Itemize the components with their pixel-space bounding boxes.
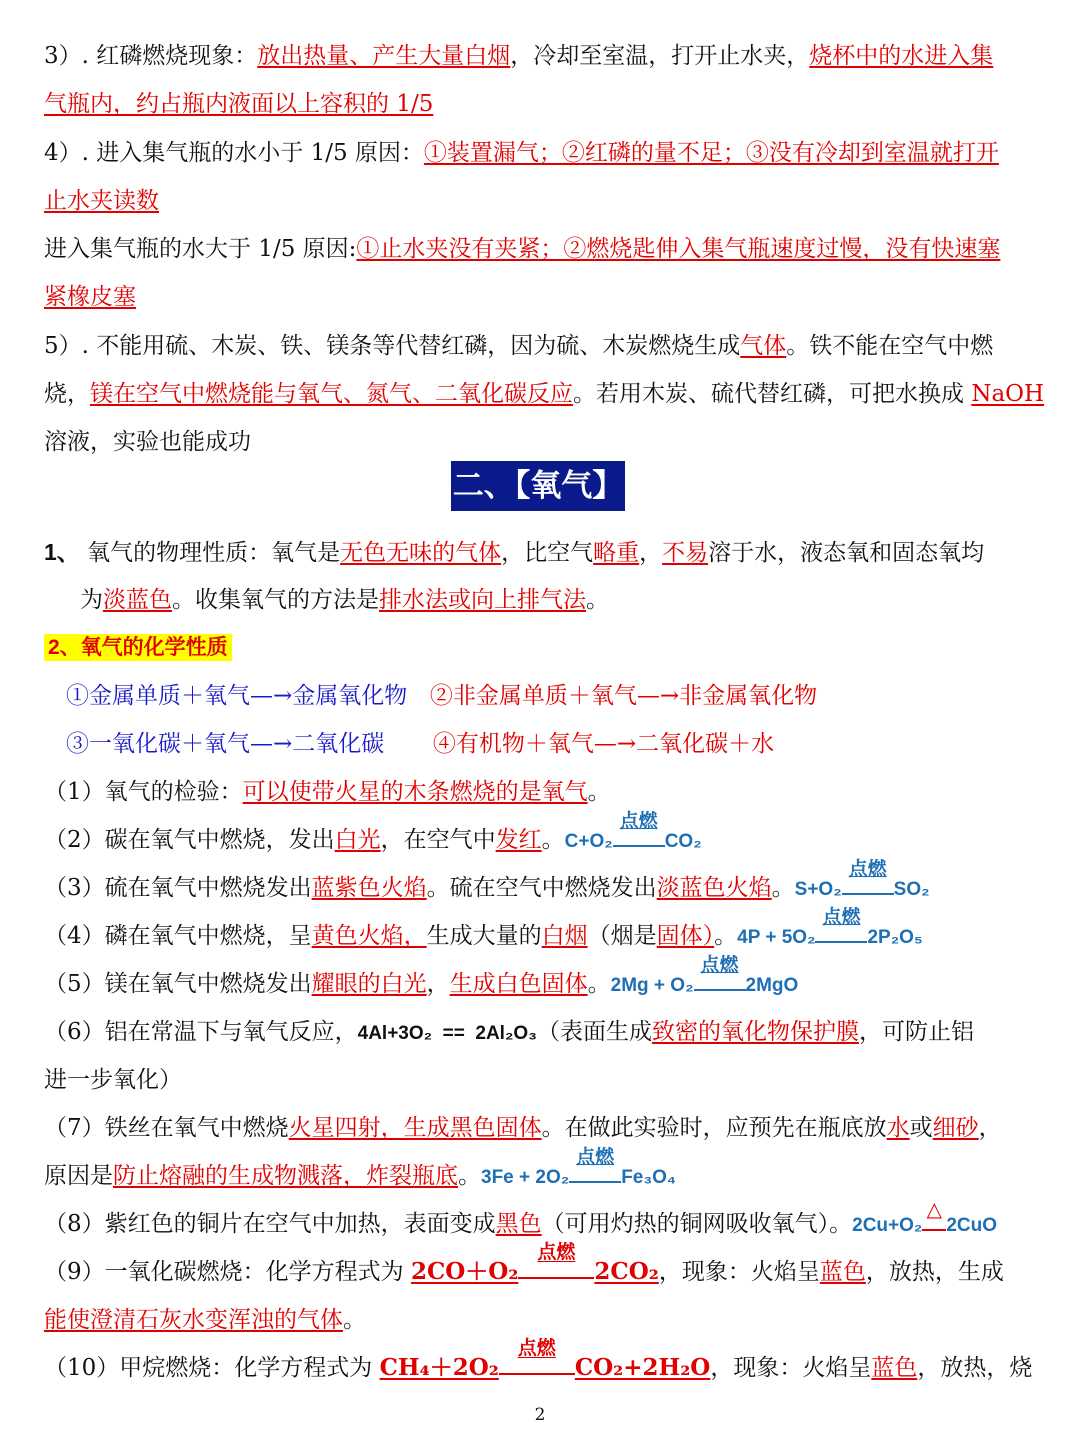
answer-text: 细砂 bbox=[932, 1115, 979, 1141]
text: 。硫在空气中燃烧发出 bbox=[426, 875, 657, 901]
text: 。 bbox=[586, 587, 609, 613]
equation bbox=[564, 811, 702, 852]
answer-text: 黄色火焰， bbox=[311, 923, 427, 949]
para-4-line-4 bbox=[44, 282, 136, 312]
text: 溶于水，液态氧和固态氧均 bbox=[708, 540, 985, 566]
text: 。 bbox=[714, 923, 738, 949]
text: 3）. 红磷燃烧现象： bbox=[44, 43, 258, 69]
condition-arrow bbox=[518, 1241, 594, 1287]
text: （烟是 bbox=[587, 923, 657, 949]
item-number: 1、 bbox=[44, 539, 80, 565]
text: （10）甲烷燃烧：化学方程式为 bbox=[44, 1355, 380, 1381]
answer-text: 无色无味的气体 bbox=[340, 540, 502, 566]
products: SO₂ bbox=[893, 879, 930, 900]
products: 2P₂O₅ bbox=[867, 927, 923, 948]
text: （4）磷在氧气中燃烧，呈 bbox=[44, 923, 312, 949]
item-6-line-2 bbox=[44, 1065, 182, 1095]
para-4-line-3 bbox=[44, 234, 1000, 264]
text: 为 bbox=[80, 587, 103, 613]
answer-text: 蓝色 bbox=[871, 1355, 918, 1381]
equation bbox=[794, 859, 930, 900]
text: 氧气的物理性质：氧气是 bbox=[79, 540, 341, 566]
page-number: 2 bbox=[534, 1405, 546, 1425]
answer-text: 气瓶内，约占瓶内液面以上容积的 1/5 bbox=[44, 91, 434, 117]
text: 。 bbox=[587, 779, 611, 805]
text: ，放热，生成 bbox=[865, 1259, 1004, 1285]
answer-text: 白光 bbox=[334, 827, 381, 853]
rules-line-1 bbox=[66, 681, 817, 711]
condition-label: 点燃 bbox=[848, 859, 887, 880]
answer-text: ①止水夹没有夹紧；②燃烧匙伸入集气瓶速度过慢，没有快速塞 bbox=[356, 236, 1001, 262]
answer-text: 不易 bbox=[662, 540, 709, 566]
products: 2CO₂ bbox=[594, 1258, 659, 1285]
answer-text: 略重 bbox=[593, 540, 640, 566]
text: ，冷却至室温，打开止水夹， bbox=[510, 43, 810, 69]
text: ，在空气中 bbox=[380, 827, 496, 853]
equation bbox=[410, 1241, 659, 1285]
reactants: CH₄＋2O₂ bbox=[379, 1354, 499, 1381]
para-5-line-1 bbox=[44, 331, 993, 361]
condition-label: 点燃 bbox=[700, 955, 739, 976]
text: （2）碳在氧气中燃烧，发出 bbox=[44, 827, 335, 853]
item-4 bbox=[44, 907, 923, 953]
text: ， bbox=[639, 540, 663, 566]
text: 进入集气瓶的水大于 1/5 原因: bbox=[44, 236, 357, 262]
answer-text: 放出热量、产生大量白烟 bbox=[257, 43, 511, 69]
answer-text: 蓝紫色火焰 bbox=[311, 875, 427, 901]
answer-text: 致密的氧化物保护膜 bbox=[651, 1019, 859, 1045]
item-7-line-1 bbox=[44, 1113, 1002, 1143]
text: 。 bbox=[458, 1163, 481, 1189]
condition-label: 点燃 bbox=[822, 907, 861, 928]
answer-text: 火星四射，生成黑色固体 bbox=[288, 1115, 542, 1141]
text: ，现象：火焰呈 bbox=[658, 1259, 820, 1285]
answer-text: 紧橡皮塞 bbox=[44, 284, 136, 310]
para-5-line-3 bbox=[44, 427, 251, 457]
text: ， bbox=[978, 1115, 1002, 1141]
products: CO₂+2H₂O bbox=[574, 1354, 711, 1381]
answer-text: 止水夹读数 bbox=[44, 188, 159, 214]
text: （7）铁丝在氧气中燃烧 bbox=[44, 1115, 289, 1141]
item-6-line-1 bbox=[44, 1017, 974, 1049]
text: ，放热，烧 bbox=[917, 1355, 1033, 1381]
section-title: 二、【氧气】 bbox=[451, 461, 625, 511]
text: 。铁不能在空气中燃 bbox=[786, 333, 994, 359]
text: 5）. 不能用硫、木炭、铁、镁条等代替红磷，因为硫、木炭燃烧生成 bbox=[44, 333, 741, 359]
item-10 bbox=[44, 1337, 1033, 1383]
condition-arrow bbox=[569, 1147, 621, 1193]
condition-label: 点燃 bbox=[537, 1241, 576, 1263]
text: （8）紫红色的铜片在空气中加热，表面变成 bbox=[44, 1211, 496, 1237]
answer-text: 烧杯中的水进入集 bbox=[809, 43, 994, 69]
answer-text: 能使澄清石灰水变浑浊的气体 bbox=[44, 1307, 343, 1333]
condition-label: 点燃 bbox=[619, 811, 658, 832]
equation bbox=[737, 907, 923, 948]
chem-heading: 2、氧气的化学性质 bbox=[44, 634, 232, 661]
text: 原因是 bbox=[44, 1163, 113, 1189]
heat-condition bbox=[922, 1199, 946, 1241]
rule-1: ①金属单质＋氧气—→金属氧化物 bbox=[66, 683, 408, 709]
condition-arrow bbox=[815, 907, 867, 953]
chem-heading-line bbox=[44, 632, 232, 663]
reactants: 4P + 5O₂ bbox=[737, 927, 816, 948]
condition-label: 点燃 bbox=[576, 1147, 615, 1168]
para-3-line-1 bbox=[44, 41, 993, 71]
answer-text: 生成白色固体 bbox=[449, 971, 588, 997]
heat-icon: △ bbox=[926, 1199, 943, 1221]
answer-text: 黑色 bbox=[495, 1211, 542, 1237]
equation bbox=[852, 1199, 998, 1236]
products: CO₂ bbox=[664, 831, 702, 852]
answer-text: 可以使带火星的木条燃烧的是氧气 bbox=[242, 779, 588, 805]
rule-2: ②非金属单质＋氧气—→非金属氧化物 bbox=[429, 683, 818, 709]
text: ，现象：火焰呈 bbox=[710, 1355, 872, 1381]
text: 或 bbox=[909, 1115, 933, 1141]
equation bbox=[379, 1337, 711, 1381]
condition-arrow bbox=[694, 955, 746, 1001]
text: 。若用木炭、硫代替红磷，可把水换成 bbox=[573, 381, 972, 407]
phys-line-1 bbox=[44, 537, 984, 568]
rule-3: ③一氧化碳＋氧气—→二氧化碳 bbox=[66, 731, 385, 757]
reactants: 2Mg + O₂ bbox=[610, 975, 694, 996]
reactants: C+O₂ bbox=[564, 831, 613, 852]
answer-text: ①装置漏气；②红磷的量不足；③没有冷却到室温就打开 bbox=[423, 140, 999, 166]
reactants: 2CO＋O₂ bbox=[410, 1258, 519, 1285]
item-7-line-2 bbox=[44, 1147, 676, 1193]
condition-label: 点燃 bbox=[517, 1337, 556, 1359]
item-1 bbox=[44, 777, 611, 807]
text: 。 bbox=[587, 971, 611, 997]
text: ，可防止铝 bbox=[858, 1019, 974, 1045]
text: 。 bbox=[343, 1307, 366, 1333]
text: 进一步氧化） bbox=[44, 1067, 182, 1093]
answer-text: 白烟 bbox=[541, 923, 588, 949]
text: 。在做此实验时，应预先在瓶底放 bbox=[541, 1115, 887, 1141]
item-9-line-2 bbox=[44, 1305, 366, 1335]
answer-text: 水 bbox=[886, 1115, 910, 1141]
answer-text: 耀眼的白光 bbox=[311, 971, 427, 997]
para-4-line-2 bbox=[44, 186, 159, 216]
answer-text: 镁在空气中燃烧能与氧气、氮气、二氧化碳反应 bbox=[90, 381, 573, 407]
equation bbox=[610, 955, 799, 996]
text: 烧， bbox=[44, 381, 90, 407]
text: （可用灼热的铜网吸收氧气）。 bbox=[541, 1211, 853, 1237]
item-3 bbox=[44, 859, 930, 905]
answer-text: NaOH bbox=[971, 381, 1045, 407]
products: Fe₃O₄ bbox=[621, 1167, 676, 1188]
answer-text: 防止熔融的生成物溅落，炸裂瓶底 bbox=[113, 1163, 458, 1189]
answer-text: 固体） bbox=[656, 923, 715, 949]
text: ， bbox=[426, 971, 450, 997]
condition-arrow bbox=[842, 859, 894, 905]
text: （表面生成 bbox=[536, 1019, 652, 1045]
item-2 bbox=[44, 811, 702, 857]
equation: 4Al+3O₂ == 2Al₂O₃ bbox=[357, 1023, 537, 1044]
reactants: S+O₂ bbox=[794, 879, 842, 900]
para-4-line-1 bbox=[44, 138, 999, 168]
equation bbox=[481, 1147, 676, 1188]
answer-text: 排水法或向上排气法 bbox=[379, 587, 586, 613]
condition-arrow bbox=[499, 1337, 575, 1383]
reactants: 2Cu+O₂ bbox=[852, 1215, 923, 1236]
item-5 bbox=[44, 955, 799, 1001]
phys-line-2 bbox=[80, 585, 609, 615]
text: 4）. 进入集气瓶的水小于 1/5 原因： bbox=[44, 140, 424, 166]
reactants: 3Fe + 2O₂ bbox=[481, 1167, 570, 1188]
text: 。 bbox=[541, 827, 565, 853]
item-9-line-1 bbox=[44, 1241, 1004, 1287]
text: 生成大量的 bbox=[426, 923, 542, 949]
text: 。 bbox=[771, 875, 795, 901]
text: （9）一氧化碳燃烧：化学方程式为 bbox=[44, 1259, 411, 1285]
answer-text: 淡蓝色 bbox=[103, 587, 172, 613]
answer-text: 蓝色 bbox=[819, 1259, 866, 1285]
para-3-line-2 bbox=[44, 89, 433, 119]
answer-text: 气体 bbox=[740, 333, 787, 359]
text: （1）氧气的检验： bbox=[44, 779, 243, 805]
rules-line-2 bbox=[66, 729, 774, 759]
text: （3）硫在氧气中燃烧发出 bbox=[44, 875, 312, 901]
condition-arrow bbox=[613, 811, 665, 857]
products: 2CuO bbox=[946, 1215, 998, 1236]
text: （5）镁在氧气中燃烧发出 bbox=[44, 971, 312, 997]
answer-text: 发红 bbox=[495, 827, 542, 853]
text: （6）铝在常温下与氧气反应， bbox=[44, 1019, 358, 1045]
para-5-line-2 bbox=[44, 379, 1044, 409]
rule-4: ④有机物＋氧气—→二氧化碳＋水 bbox=[432, 731, 775, 757]
text: ，比空气 bbox=[501, 540, 594, 566]
text: 。收集氧气的方法是 bbox=[172, 587, 379, 613]
products: 2MgO bbox=[745, 975, 799, 996]
answer-text: 淡蓝色火焰 bbox=[656, 875, 772, 901]
text: 溶液，实验也能成功 bbox=[44, 429, 251, 455]
